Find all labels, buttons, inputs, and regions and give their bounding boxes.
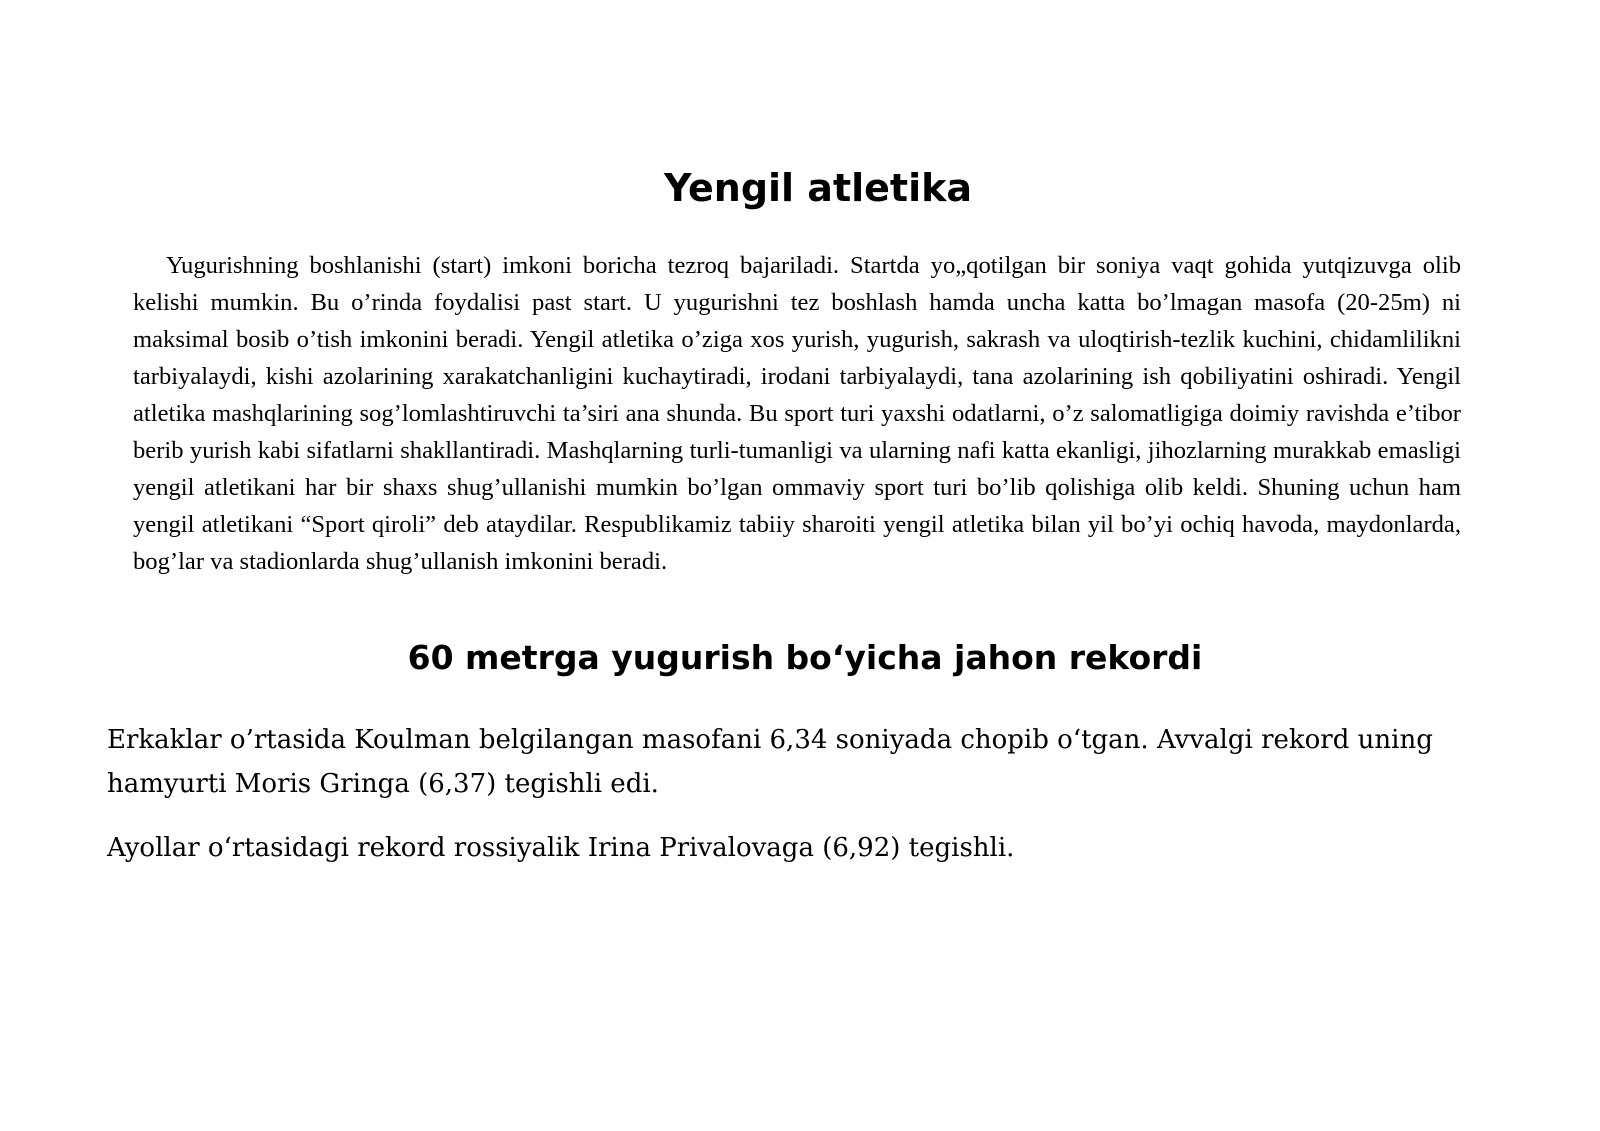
intro-paragraph: Yugurishning boshlanishi (start) imkoni boricha tezroq bajariladi. Startda yo„qotilgan bir soniya vaqt gohida yutqizuvga olib kelishi mumkin. Bu o’rinda foydalisi past start. U yugurishni tez boshlash hamda uncha katta bo’lmagan masofa (20-25m) ni maksimal bosib o’tish imkonini beradi. Yengil atletika o’ziga xos yurish, yugurish, sakrash va uloqtirish-tezlik kuchini, chidamlilikni tarbiyalaydi, kishi azolarining xarakatchanligini kuchaytiradi, irodani tarbiyalaydi, tana azolarining ish qobiliyatini oshiradi. Yengil atletika mashqlarining sog’lomlashtiruvchi ta’siri ana shunda. Bu sport turi yaxshi odatlarni, o’z salomatligiga doimiy ravishda e’tibor berib yurish kabi sifatlarni shakllantiradi. Mashqlarning turli-tumanligi va ularning nafi katta ekanligi, jihozlarning murakkab emasligi yengil atletikani har bir shaxs shug’ullanishi mumkin bo’lgan ommaviy sport turi bo’lib qolishiga olib keldi. Shuning uchun ham yengil atletikani “Sport qiroli” deb ataydilar. Respublikamiz tabiiy sharoiti yengil atletika bilan yil bo’yi ochiq havoda, maydonlarda, bog’lar va stadionlarda shug’ullanish imkonini beradi. xyxy=(133,252,1461,575)
document-title: Yengil atletika xyxy=(663,166,973,210)
record-men-paragraph: Erkaklar o’rtasida Koulman belgilangan masofani 6,34 soniyada chopib o‘tgan. Avvalgi rekord uning hamyurti Moris Gringa (6,37) tegishli edi. xyxy=(107,725,1433,799)
section-subtitle: 60 metrga yugurish bo‘yicha jahon rekordi xyxy=(407,638,1203,677)
record-women-paragraph: Ayollar o‘rtasidagi rekord rossiyalik Irina Privalovaga (6,92) tegishli. xyxy=(107,833,1015,863)
